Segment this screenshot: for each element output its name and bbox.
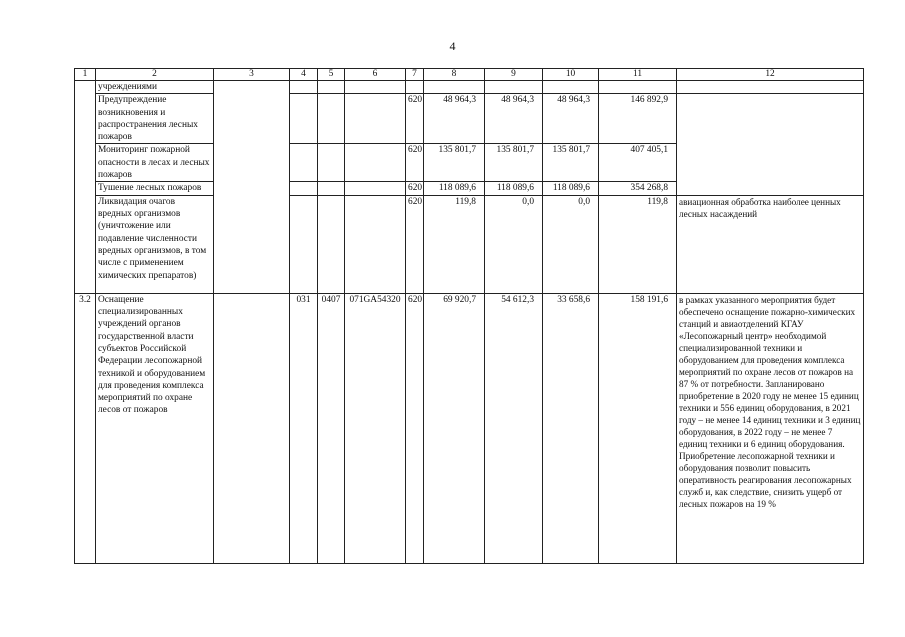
column-numbers-row xyxy=(75,69,864,81)
amount-cell: 118 089,6 xyxy=(543,182,599,195)
amount-cell: 48 964,3 xyxy=(543,94,599,144)
column-number: 12 xyxy=(677,69,864,81)
total-cell: 407 405,1 xyxy=(599,144,677,182)
code-cell: 620 xyxy=(406,195,424,293)
column-number: 3 xyxy=(214,69,290,81)
amount-cell: 54 612,3 xyxy=(485,293,543,563)
column-number: 4 xyxy=(290,69,318,81)
total-cell: 146 892,9 xyxy=(599,94,677,144)
empty-cell xyxy=(214,81,290,294)
page-number: 4 xyxy=(449,39,456,53)
column-number: 5 xyxy=(318,69,345,81)
code-cell: 620 xyxy=(406,182,424,195)
empty-cell xyxy=(214,293,290,563)
amount-cell: 118 089,6 xyxy=(485,182,543,195)
activity-name: Мониторинг пожарной опасности в лесах и лесных пожаров xyxy=(96,144,214,182)
column-number: 9 xyxy=(485,69,543,81)
amount-cell: 118 089,6 xyxy=(424,182,485,195)
amount-cell: 33 658,6 xyxy=(543,293,599,563)
column-number: 7 xyxy=(406,69,424,81)
amount-cell: 0,0 xyxy=(485,195,543,293)
amount-cell: 119,8 xyxy=(424,195,485,293)
amount-cell: 135 801,7 xyxy=(543,144,599,182)
table-row xyxy=(75,94,864,144)
amount-cell: 135 801,7 xyxy=(485,144,543,182)
code-cell: 620 xyxy=(406,293,424,563)
amount-cell: 135 801,7 xyxy=(424,144,485,182)
code-cell: 620 xyxy=(406,94,424,144)
total-cell: 354 268,8 xyxy=(599,182,677,195)
amount-cell: 0,0 xyxy=(543,195,599,293)
column-number: 1 xyxy=(75,69,96,81)
activity-name: Предупреждение возникновения и распространения лесных пожаров xyxy=(96,94,214,144)
code-cell: 620 xyxy=(406,144,424,182)
note-cell xyxy=(677,94,864,195)
amount-cell: 69 920,7 xyxy=(424,293,485,563)
note-cell: авиационная обработка наиболее ценных лесных насаждений xyxy=(677,195,864,293)
item-number-cell xyxy=(75,81,96,294)
column-number: 10 xyxy=(543,69,599,81)
code-cell: 031 xyxy=(290,293,318,563)
activity-name: учреждениями xyxy=(96,81,214,94)
column-number: 8 xyxy=(424,69,485,81)
column-number: 2 xyxy=(96,69,214,81)
table-row xyxy=(75,293,864,563)
amount-cell: 48 964,3 xyxy=(485,94,543,144)
total-cell: 158 191,6 xyxy=(599,293,677,563)
activity-name: Ликвидация очагов вредных организмов (уничтожение или подавление численности вредных организмов, в том числе с применением химических препаратов) xyxy=(96,195,214,293)
note-cell: в рамках указанного мероприятия будет обеспечено оснащение пожарно-химических станций и авиаотделений КГАУ «Лесопожарный центр» необходимой специализированной техники и оборудованием для проведения комплекса мероприятий по охране лесов от пожаров на 87 % от потребности. Запланировано приобретение в 2020 году не менее 15 единиц техники и 556 единиц оборудования, в 2021 году – не менее 14 единиц техники и 3 единиц оборудования, в 2022 году – не менее 7 единиц техники и 6 единиц оборудования. Приобретение лесопожарной техники и оборудования позволит повысить оперативность реагирования лесопожарных служб и, как следствие, снизить ущерб от лесных пожаров на 19 % xyxy=(677,293,864,563)
code-cell: 071GA54320 xyxy=(345,293,406,563)
table-row xyxy=(75,195,864,293)
code-cell: 0407 xyxy=(318,293,345,563)
program-table xyxy=(74,68,864,564)
total-cell: 119,8 xyxy=(599,195,677,293)
item-number: 3.2 xyxy=(75,293,96,563)
activity-name: Оснащение специализированных учреждений органов государственной власти субъектов Российской Федерации лесопожарной техникой и оборудованием для проведения комплекса мероприятий по охране лесов от пожаров xyxy=(96,293,214,563)
amount-cell: 48 964,3 xyxy=(424,94,485,144)
activity-name: Тушение лесных пожаров xyxy=(96,182,214,195)
column-number: 11 xyxy=(599,69,677,81)
table-row xyxy=(75,81,864,94)
column-number: 6 xyxy=(345,69,406,81)
